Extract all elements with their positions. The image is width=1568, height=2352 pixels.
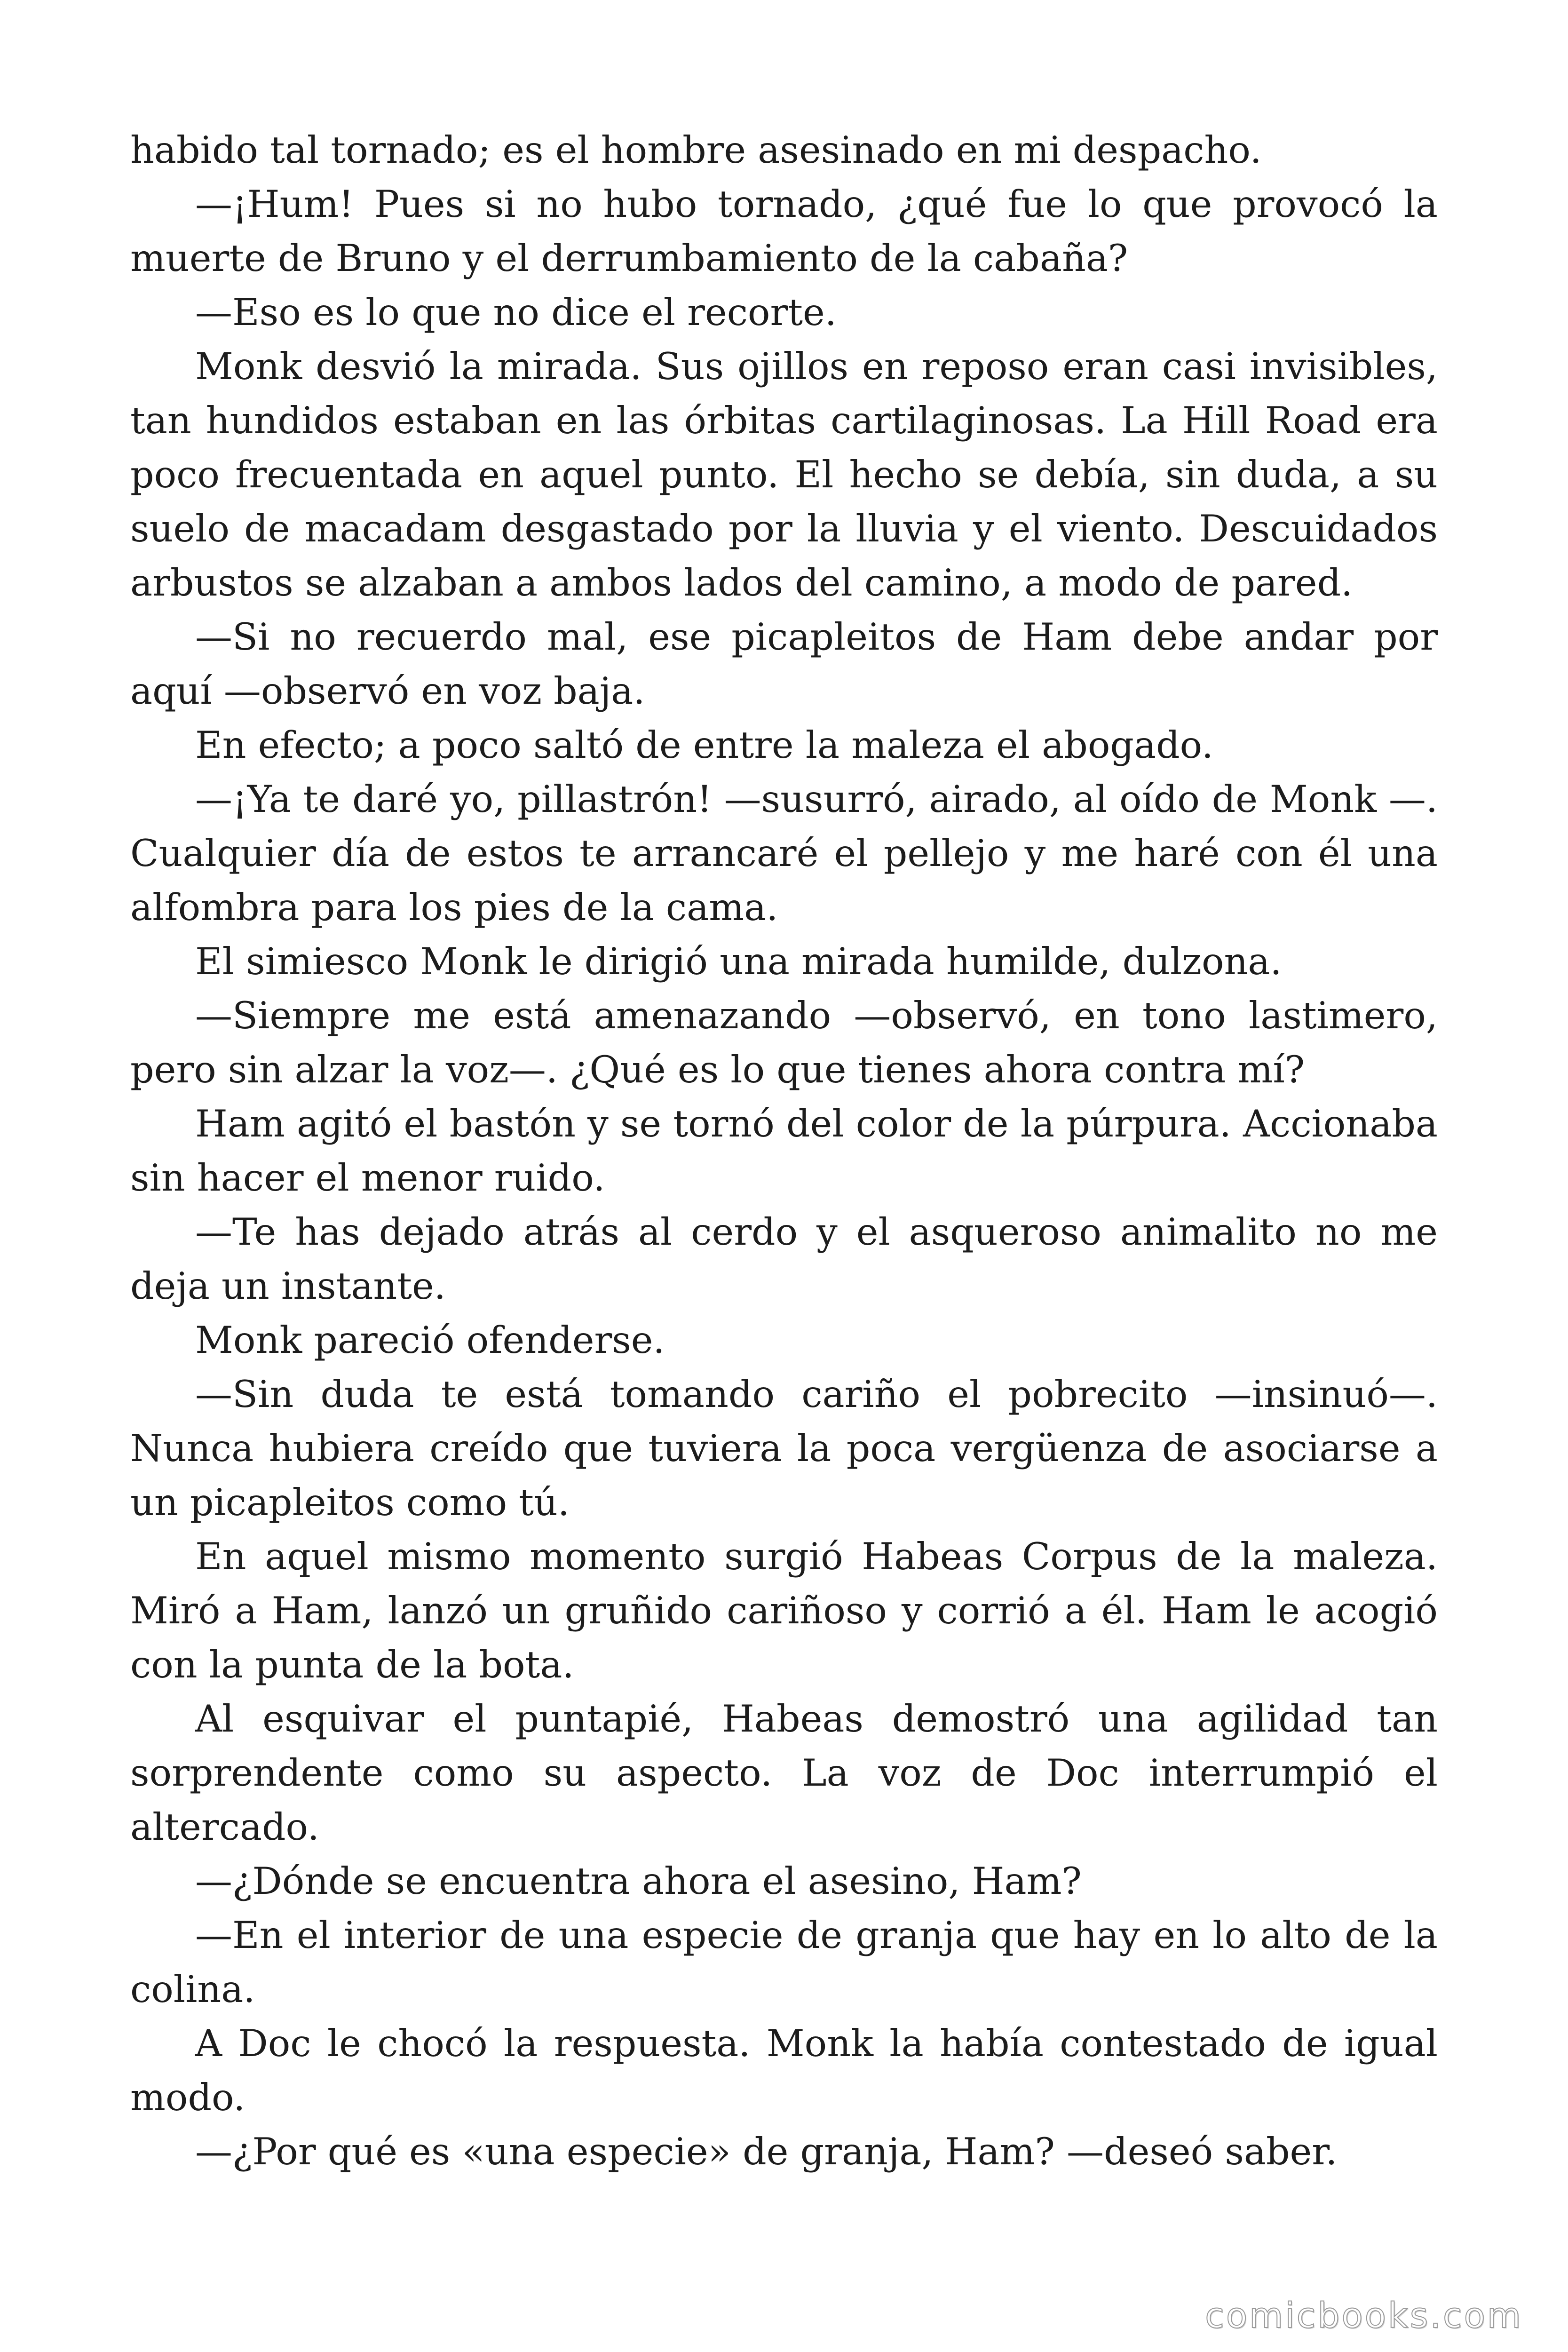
paragraph: Al esquivar el puntapié, Habeas demostró una agilidad tan sorprendente como su aspecto. La voz de Doc interrumpió el altercado.	[130, 1697, 1438, 1849]
paragraph: En aquel mismo momento surgió Habeas Corpus de la maleza. Miró a Ham, lanzó un gruñido cariñoso y corrió a él. Ham le acogió con la punta de la bota.	[130, 1535, 1438, 1686]
paragraph: —Te has dejado atrás al cerdo y el asqueroso animalito no me deja un instante.	[130, 1210, 1438, 1308]
paragraph: El simiesco Monk le dirigió una mirada humilde, dulzona.	[195, 940, 1282, 983]
paragraph: habido tal tornado; es el hombre asesinado en mi despacho.	[130, 128, 1262, 172]
body-text	[130, 123, 1438, 2179]
paragraph: —Eso es lo que no dice el recorte.	[195, 291, 837, 334]
watermark: comicbooks.com	[1205, 2296, 1523, 2336]
paragraph: —Si no recuerdo mal, ese picapleitos de Ham debe andar por aquí —observó en voz baja.	[130, 615, 1438, 713]
paragraph: Monk pareció ofenderse.	[195, 1319, 665, 1362]
paragraph: —¡Ya te daré yo, pillastrón! —susurró, airado, al oído de Monk —. Cualquier día de estos te arrancaré el pellejo y me haré con él una alfombra para los pies de la cama.	[130, 778, 1438, 929]
paragraph: —¿Dónde se encuentra ahora el asesino, Ham?	[195, 1859, 1082, 1903]
paragraph: Ham agitó el bastón y se tornó del color de la púrpura. Accionaba sin hacer el menor ruido.	[130, 1102, 1438, 1200]
paragraph: En efecto; a poco saltó de entre la maleza el abogado.	[195, 723, 1213, 767]
paragraph: A Doc le chocó la respuesta. Monk la había contestado de igual modo.	[130, 2022, 1438, 2119]
paragraph: Monk desvió la mirada. Sus ojillos en reposo eran casi invisibles, tan hundidos estaban en las órbitas cartilaginosas. La Hill Road era poco frecuentada en aquel punto. El hecho se debía, sin duda, a su suelo de macadam desgastado por la lluvia y el viento. Descuidados arbustos se alzaban a ambos lados del camino, a modo de pared.	[130, 345, 1438, 604]
paragraph: —Sin duda te está tomando cariño el pobrecito —insinuó—. Nunca hubiera creído que tuviera la poca vergüenza de asociarse a un picapleitos como tú.	[130, 1373, 1438, 1524]
paragraph: —¿Por qué es «una especie» de granja, Ham? —deseó saber.	[195, 2130, 1338, 2173]
paragraph: —¡Hum! Pues si no hubo tornado, ¿qué fue lo que provocó la muerte de Bruno y el derrumbamiento de la cabaña?	[130, 183, 1438, 280]
paragraph: —Siempre me está amenazando —observó, en tono lastimero, pero sin alzar la voz—. ¿Qué es lo que tienes ahora contra mí?	[130, 994, 1438, 1091]
paragraph: —En el interior de una especie de granja que hay en lo alto de la colina.	[130, 1914, 1438, 2011]
